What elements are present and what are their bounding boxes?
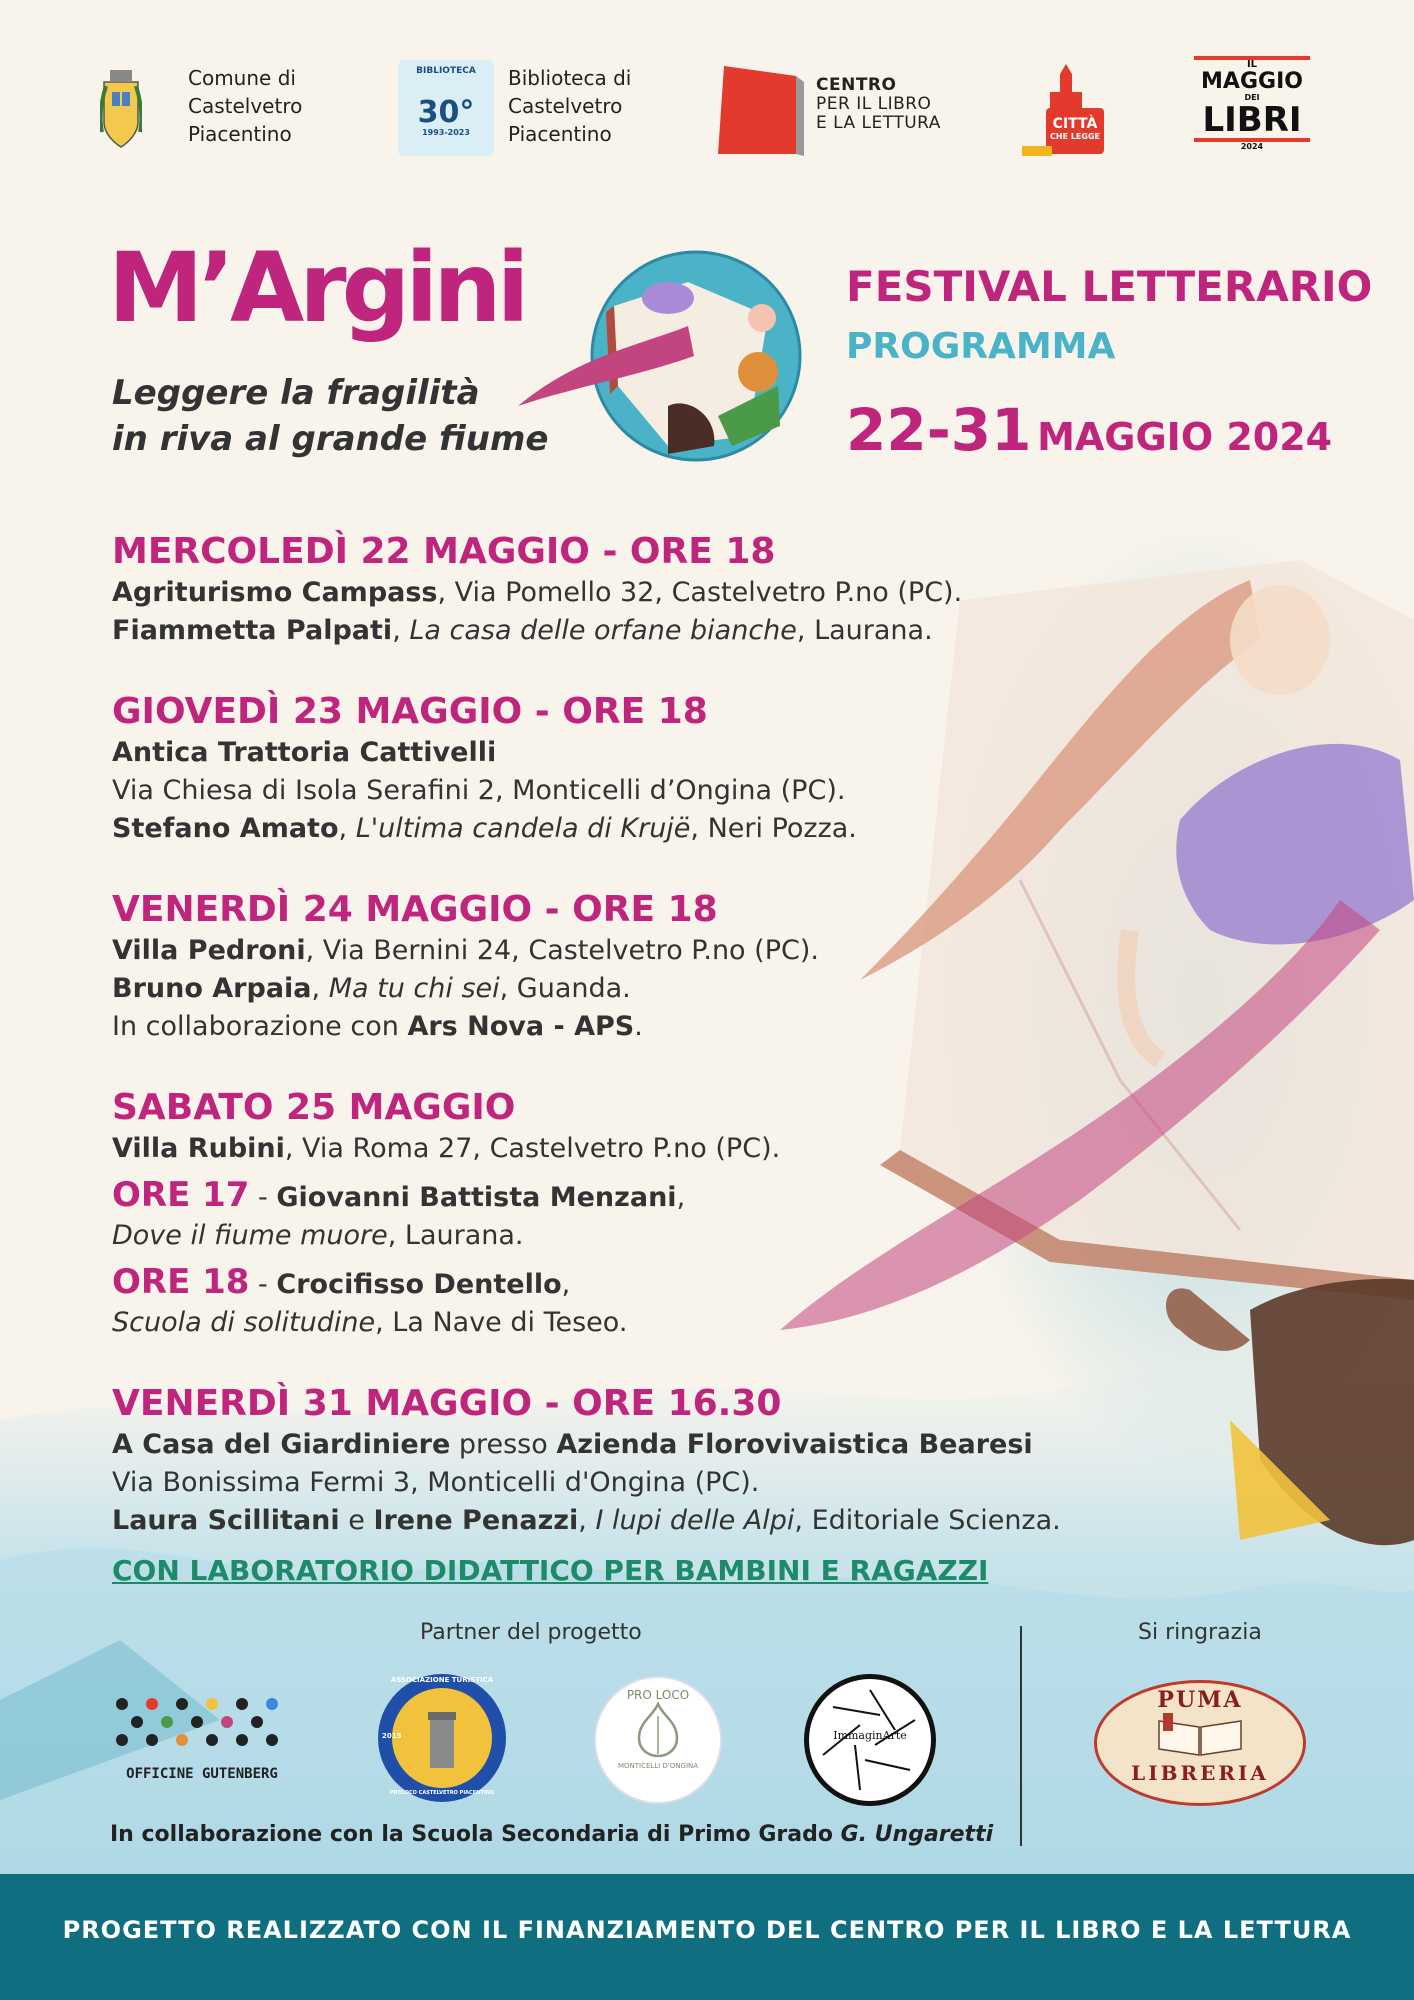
event-day-5	[112, 1382, 1112, 1587]
dots-icon	[112, 1694, 292, 1754]
month-year: MAGGIO 2024	[1037, 415, 1333, 459]
tower-icon	[1046, 64, 1086, 112]
citta-box	[1046, 108, 1104, 154]
publisher: , Neri Pozza.	[690, 813, 857, 844]
proloco-bottom-text: PROLOCO CASTELVETRO PIACENTINO	[389, 1790, 495, 1796]
date-range: 22-31	[846, 396, 1032, 464]
event-author-line: Fiammetta Palpati, La casa delle orfane bianche, Laurana.	[112, 615, 933, 646]
immaginarte-label: ImmaginArte	[833, 1729, 907, 1742]
festival-title: M’Argini	[108, 232, 525, 344]
event-date-heading: SABATO 25 MAGGIO	[112, 1087, 516, 1128]
venue-connector: presso	[450, 1429, 557, 1460]
biblioteca-line: Biblioteca di	[508, 66, 632, 90]
event-date-heading: VENERDÌ 31 MAGGIO - ORE 16.30	[112, 1383, 782, 1424]
book-title: Scuola di solitudine	[112, 1307, 376, 1338]
cepell-line: PER IL LIBRO	[816, 94, 932, 114]
publisher: , Laurana.	[387, 1220, 524, 1251]
cepell-line: CENTRO	[816, 75, 897, 95]
event-date-heading: VENERDÌ 24 MAGGIO - ORE 18	[112, 889, 718, 930]
maggio-line: LIBRI	[1202, 100, 1302, 140]
proloco-monticelli-logo	[594, 1676, 722, 1804]
event-author-line: Bruno Arpaia, Ma tu chi sei, Guanda.	[112, 973, 631, 1004]
event-venue-line	[112, 1130, 1112, 1168]
cepell-book-icon	[716, 62, 806, 156]
slot-time: ORE 17	[112, 1175, 250, 1215]
book-title: Ma tu chi sei	[328, 973, 500, 1004]
comune-label	[188, 64, 302, 148]
event-book-line	[112, 1304, 1112, 1342]
badge-number: 30°	[417, 95, 475, 130]
header-logos	[0, 0, 1414, 180]
venue-name: Agriturismo Campass	[112, 577, 438, 608]
publisher: , La Nave di Teseo.	[375, 1307, 628, 1338]
subtitle-line: Leggere la fragilità	[112, 373, 480, 413]
venue-name: A Casa del Giardiniere	[112, 1429, 451, 1460]
hero-illustration	[518, 246, 808, 466]
venue-address: , Via Bernini 24, Castelvetro P.no (PC).	[305, 935, 819, 966]
badge-years: 1993-2023	[422, 128, 470, 137]
event-day-1	[112, 530, 1112, 650]
officine-gutenberg-logo	[112, 1694, 292, 1784]
maggio-line: IL	[1246, 59, 1258, 70]
puma-bottom-text: LIBRERIA	[1131, 1761, 1269, 1785]
badge-top-text: BIBLIOTECA	[416, 66, 476, 76]
lab-note: CON LABORATORIO DIDATTICO PER BAMBINI E RAGAZZI	[112, 1554, 989, 1587]
footer-divider	[1020, 1626, 1022, 1846]
monticelli-bottom-text: MONTICELLI D'ONGINA	[617, 1762, 699, 1770]
festival-subtitle	[112, 370, 548, 462]
event-venue-line	[112, 1426, 1112, 1464]
event-day-2	[112, 690, 1112, 848]
subtitle-line: in riva al grande fiume	[112, 419, 549, 459]
maggio-dei-libri-logo	[1194, 56, 1310, 160]
author-name: Fiammetta Palpati	[112, 615, 393, 646]
author-name: Stefano Amato	[112, 813, 339, 844]
maggio-year: 2024	[1194, 138, 1310, 151]
slot-time: ORE 18	[112, 1262, 250, 1302]
immaginarte-logo	[804, 1674, 936, 1806]
collaboration-note	[110, 1822, 993, 1847]
festival-label: FESTIVAL LETTERARIO	[846, 262, 1373, 311]
event-slot-line: ORE 18 - Crocifisso Dentello,	[112, 1262, 571, 1302]
program-list	[112, 530, 1112, 1587]
event-venue-line	[112, 574, 1112, 612]
puma-libreria-logo	[1094, 1680, 1306, 1806]
maggio-line: MAGGIO	[1201, 69, 1303, 94]
citta-text: CITTÀ	[1052, 116, 1098, 132]
author-name: Irene Penazzi	[373, 1505, 579, 1536]
book-title: La casa delle orfane bianche	[409, 615, 797, 646]
cepell-label	[816, 76, 941, 133]
event-venue-line	[112, 734, 1112, 772]
partner-label: Partner del progetto	[420, 1620, 642, 1645]
monticelli-top-text: PRO LOCO	[626, 1688, 690, 1702]
publisher: , Laurana.	[796, 615, 933, 646]
thanks-label: Si ringrazia	[1138, 1620, 1262, 1645]
biblioteca-line: Piacentino	[508, 122, 612, 146]
author-name: Laura Scillitani	[112, 1505, 340, 1536]
book-title: L'ultima candela di Krujë	[355, 813, 691, 844]
venue-address: , Via Roma 27, Castelvetro P.no (PC).	[284, 1133, 781, 1164]
event-author-line: Stefano Amato, L'ultima candela di Krujë, Neri Pozza.	[112, 813, 857, 844]
event-day-4	[112, 1086, 1112, 1342]
castle-tower-icon	[422, 1708, 462, 1768]
event-date-heading: GIOVEDÌ 23 MAGGIO - ORE 18	[112, 691, 708, 732]
event-collab-line	[112, 1008, 1112, 1046]
biblioteca-label	[508, 64, 631, 148]
venue-host: Azienda Florovivaistica Bearesi	[556, 1429, 1033, 1460]
festival-dates	[846, 396, 1332, 464]
publisher: , Guanda.	[499, 973, 631, 1004]
book-title: Dove il fiume muore	[112, 1220, 388, 1251]
proloco-year: 2015	[382, 1732, 402, 1740]
author-name: Giovanni Battista Menzani	[276, 1182, 677, 1213]
proloco-ring-text: ASSOCIAZIONE TURISTICA	[390, 1676, 494, 1684]
author-name: Crocifisso Dentello	[276, 1269, 562, 1300]
collab-prefix: In collaborazione con	[112, 1011, 408, 1042]
comune-line: Comune di	[188, 66, 296, 90]
venue-name: Villa Pedroni	[112, 935, 306, 966]
comune-crest-icon	[100, 62, 142, 156]
event-book-line	[112, 1217, 1112, 1255]
collab-suffix: .	[634, 1011, 643, 1042]
citta-text-small: CHE LEGGE	[1050, 132, 1100, 141]
citta-che-legge-logo	[1022, 64, 1112, 156]
venue-name: Antica Trattoria Cattivelli	[112, 737, 497, 768]
comune-line: Castelvetro	[188, 94, 303, 118]
event-author-line: Laura Scillitani e Irene Penazzi, I lupi delle Alpi, Editoriale Scienza.	[112, 1505, 1061, 1536]
comune-line: Piacentino	[188, 122, 292, 146]
funding-note: PROGETTO REALIZZATO CON IL FINANZIAMENTO DEL CENTRO PER IL LIBRO E LA LETTURA	[62, 1916, 1352, 1944]
open-book-icon	[1155, 1713, 1245, 1757]
author-connector: e	[339, 1505, 374, 1536]
venue-address: Via Bonissima Fermi 3, Monticelli d'Ongina (PC).	[112, 1467, 760, 1498]
programma-label: PROGRAMMA	[846, 326, 1116, 367]
school-name: G. Ungaretti	[840, 1822, 994, 1847]
collab-text: In collaborazione con la Scuola Secondaria di Primo Grado	[110, 1822, 841, 1847]
cepell-line: E LA LETTURA	[816, 113, 941, 133]
venue-address: , Via Pomello 32, Castelvetro P.no (PC).	[437, 577, 963, 608]
biblioteca-badge	[398, 60, 494, 156]
event-day-3	[112, 888, 1112, 1046]
gutenberg-label: OFFICINE GUTENBERG	[126, 1766, 278, 1782]
garlic-icon	[633, 1702, 683, 1758]
event-venue-line	[112, 932, 1112, 970]
event-slot-line: ORE 17 - Giovanni Battista Menzani,	[112, 1175, 686, 1215]
maggio-line: DEI	[1244, 93, 1260, 102]
publisher: , Editoriale Scienza.	[794, 1505, 1061, 1536]
collab-name: Ars Nova - APS	[407, 1011, 635, 1042]
venue-name: Villa Rubini	[112, 1133, 285, 1164]
venue-address: Via Chiesa di Isola Serafini 2, Monticelli d’Ongina (PC).	[112, 775, 846, 806]
book-title: I lupi delle Alpi	[595, 1505, 795, 1536]
author-name: Bruno Arpaia	[112, 973, 312, 1004]
proloco-castelvetro-logo	[378, 1674, 506, 1802]
biblioteca-line: Castelvetro	[508, 94, 623, 118]
puma-top-text: PUMA	[1157, 1687, 1243, 1713]
event-date-heading: MERCOLEDÌ 22 MAGGIO - ORE 18	[112, 531, 776, 572]
